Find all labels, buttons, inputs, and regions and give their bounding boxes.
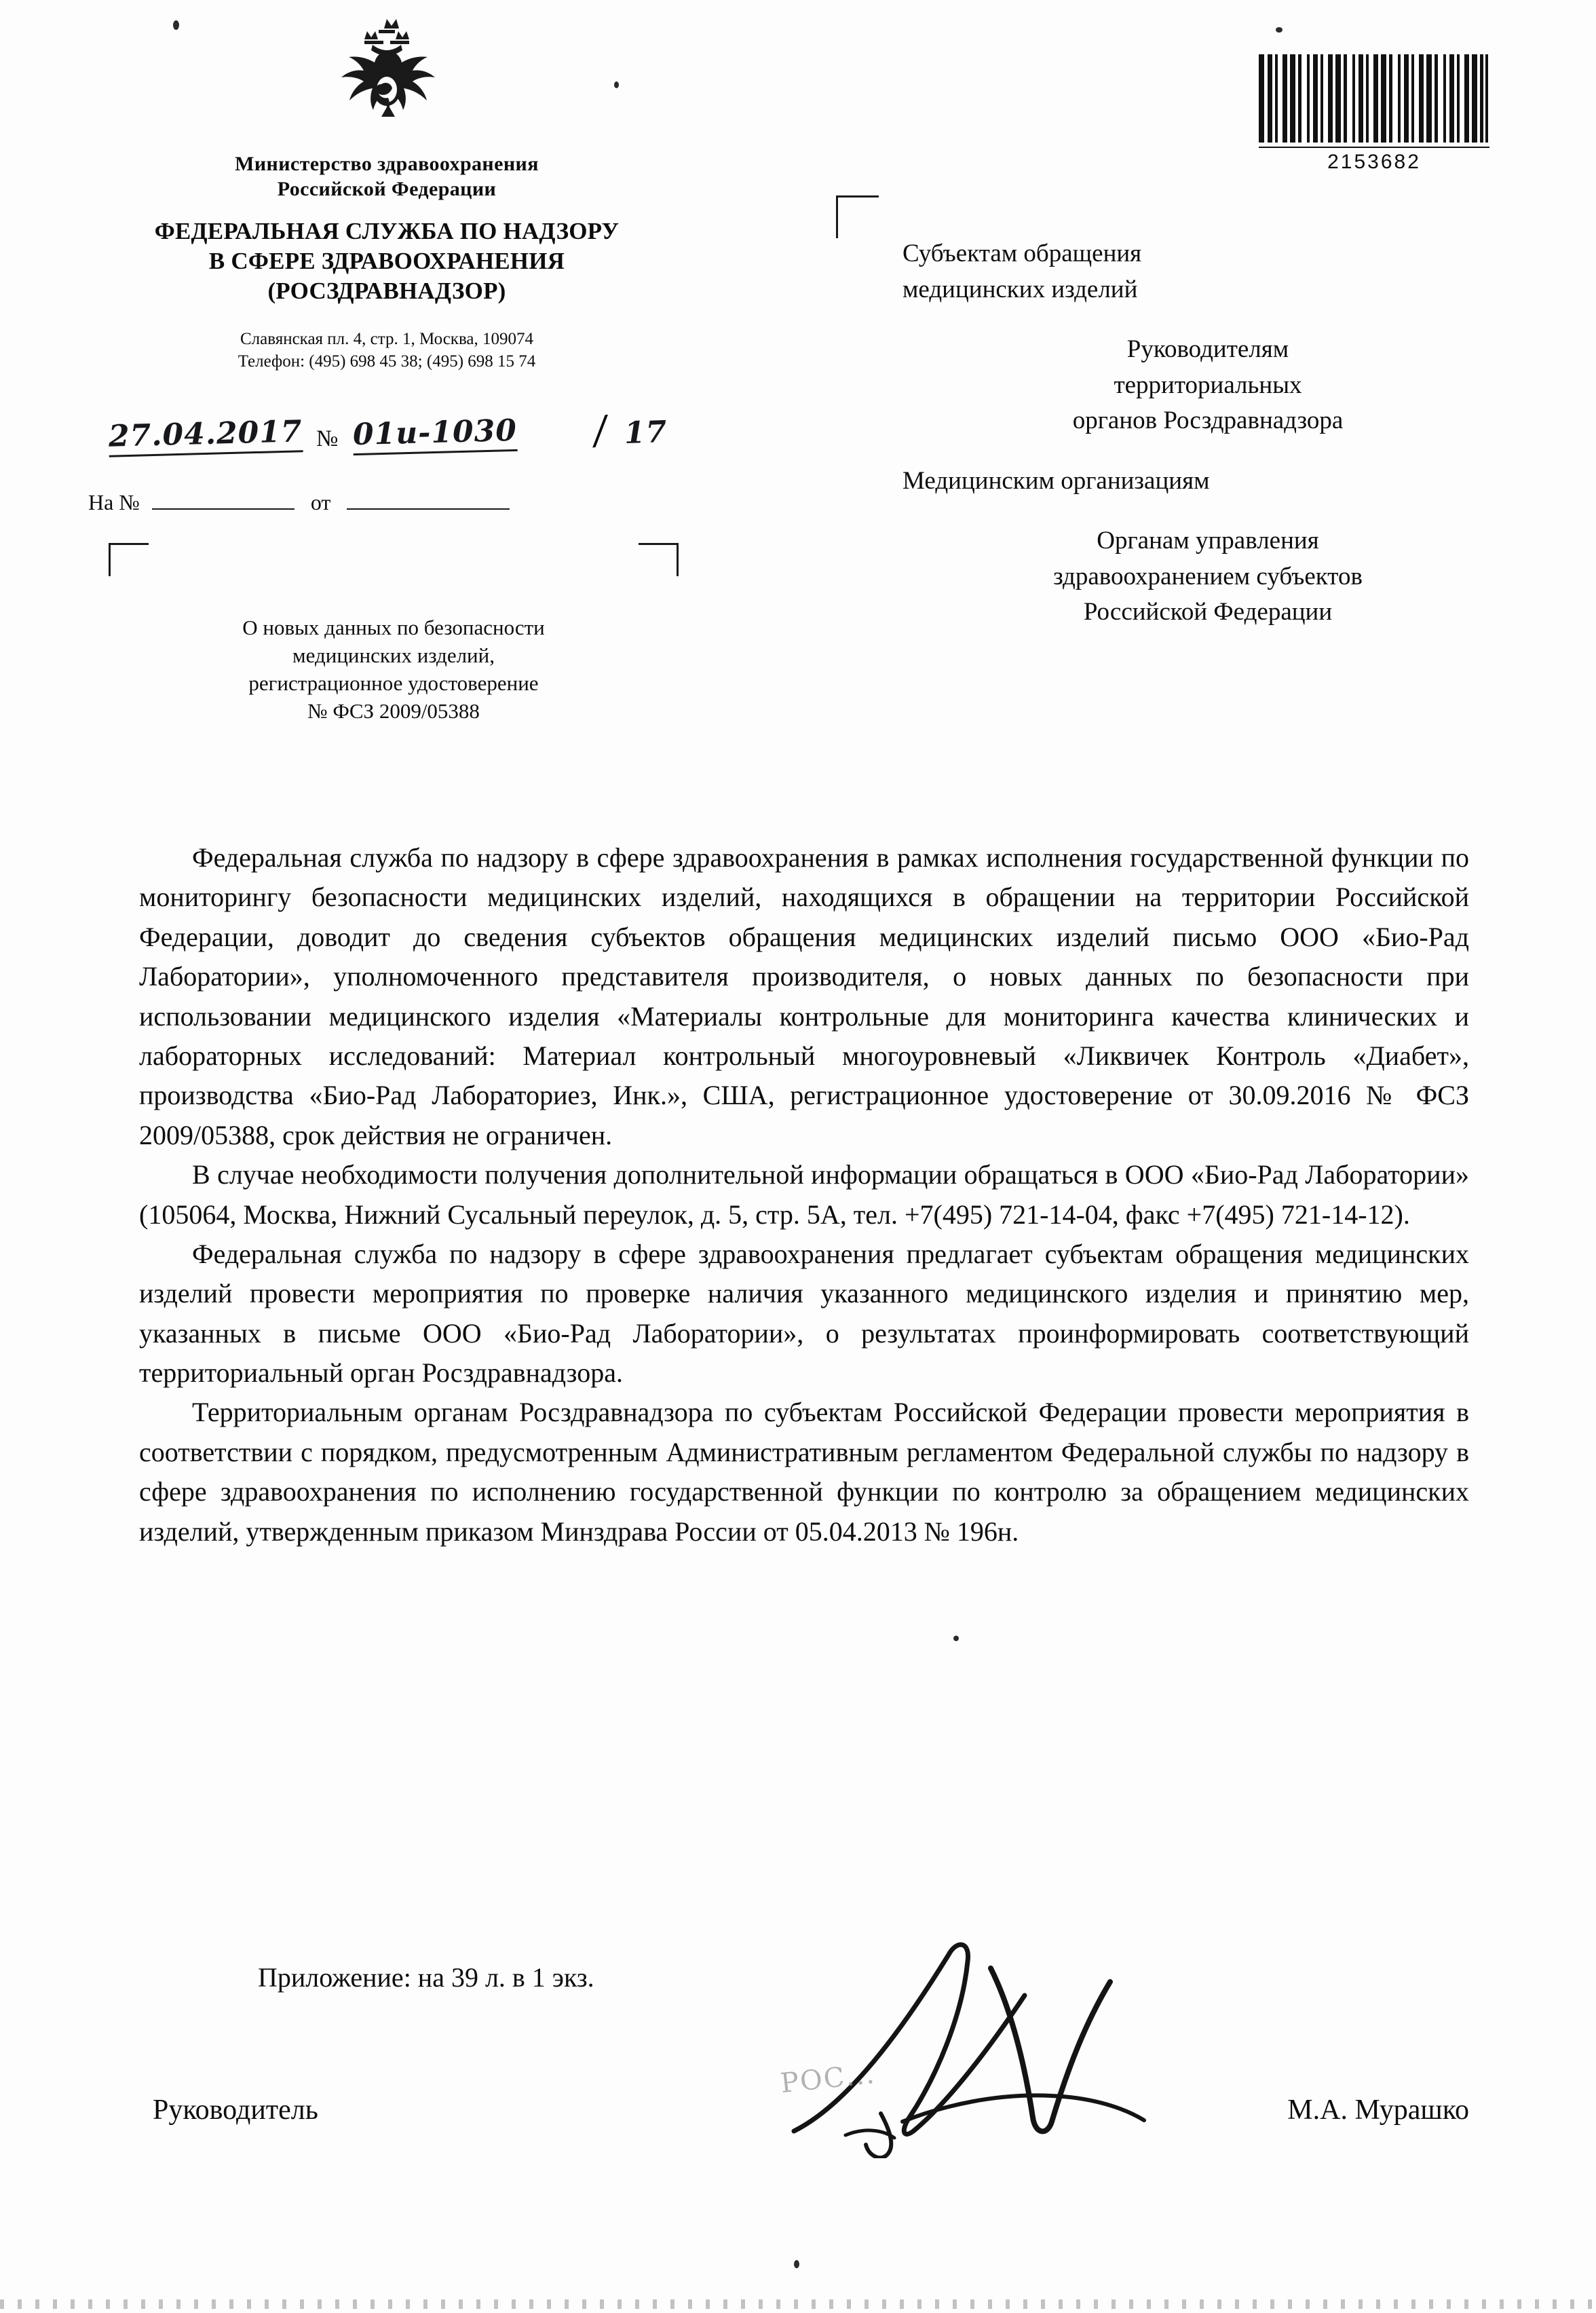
scan-edge-noise bbox=[0, 2299, 1596, 2309]
signer-role: Руководитель bbox=[153, 2094, 318, 2126]
body-paragraph-1: Федеральная служба по надзору в сфере здравоохранения в рамках исполнения государственной функции по мониторингу безопасности медицинских изделий, находящихся в обращении на территории Российской Федерации, доводит до сведения субъектов обращения медицинских изделий письмо ООО «Био-Рад Лаборатории», уполномоченного представителя производителя, о новых данных по безопасности при использовании медицинского изделия «Материалы контрольные для мониторинга качества клинических и лабораторных исследований: Материал контрольный многоуровневый «Ликвичек Контроль «Диабет», производства «Био-Рад Лабораториез, Инк.», США, регистрационное удостоверение от 30.09.2016 № ФСЗ 2009/05388, срок действия не ограничен. bbox=[139, 842, 1469, 1150]
body-paragraph-4: Территориальным органам Росздравнадзора по субъектам Российской Федерации провести мероприятия в соответствии с порядком, предусмотренным Административным регламентом Федеральной службы по надзору в сфере здравоохранения по исполнению государственной функции по контролю за обращением медицинских изделий, утвержденным приказом Минздрава России от 05.04.2013 № 196н. bbox=[139, 1397, 1469, 1547]
bracket-top-right bbox=[639, 543, 679, 576]
subject-line-2: медицинских изделий, bbox=[292, 643, 495, 667]
from-blank bbox=[347, 491, 510, 510]
signature-row bbox=[153, 2094, 1469, 2126]
registration-date: 27.04.2017 bbox=[108, 414, 303, 457]
addressee-2-line-3: органов Росздравнадзора bbox=[1072, 407, 1344, 435]
reply-to-blank bbox=[152, 491, 294, 510]
addressee-group-1 bbox=[902, 236, 1513, 307]
addressee-1-line-1: Субъектам обращения bbox=[902, 240, 1142, 267]
registration-slash: / bbox=[591, 408, 609, 453]
addressee-2-line-2: территориальных bbox=[1114, 371, 1302, 399]
body-paragraph-2: В случае необходимости получения дополнительной информации обращаться в ООО «Био-Рад Лаборатории» (105064, Москва, Нижний Сусальный переулок, д. 5, стр. 5А, тел. +7(495) 721-14-04, факс +7(495) 721-14-12). bbox=[139, 1159, 1469, 1230]
barcode-block bbox=[1259, 54, 1489, 174]
addressee-bracket bbox=[836, 195, 879, 238]
reply-to-label: На № bbox=[88, 490, 140, 514]
ministry-name bbox=[81, 152, 692, 202]
letter-body bbox=[139, 838, 1469, 1552]
agency-name bbox=[81, 217, 692, 305]
addressee-4-line-1: Органам управления bbox=[1097, 527, 1319, 555]
address-line-2: Телефон: (495) 698 45 38; (495) 698 15 74 bbox=[238, 352, 536, 371]
bracket-top-left bbox=[109, 543, 149, 576]
subject-block bbox=[109, 614, 679, 726]
addressee-block bbox=[902, 236, 1513, 655]
scan-speck bbox=[953, 1636, 959, 1641]
scan-speck bbox=[614, 81, 619, 88]
stamp-imprint: РОС... bbox=[778, 2058, 877, 2100]
number-symbol: № bbox=[316, 426, 339, 451]
signer-name: М.А. Мурашко bbox=[1287, 2094, 1469, 2126]
subject-bracket bbox=[109, 543, 679, 597]
agency-line-2: В СФЕРЕ ЗДРАВООХРАНЕНИЯ bbox=[208, 247, 565, 274]
addressee-3-line-1: Медицинским организациям bbox=[902, 466, 1210, 495]
addressee-4-line-2: здравоохранением субъектов bbox=[1053, 562, 1363, 590]
subject-line-3: регистрационное удостоверение bbox=[248, 671, 539, 695]
subject-line-1: О новых данных по безопасности bbox=[242, 616, 545, 639]
scan-speck bbox=[794, 2260, 799, 2268]
subject-line-4: № ФСЗ 2009/05388 bbox=[307, 698, 480, 723]
addressee-group-2 bbox=[902, 332, 1513, 439]
ministry-line-2: Российской Федерации bbox=[277, 177, 497, 200]
scan-speck bbox=[1276, 27, 1282, 33]
registration-number: 01и-1030 bbox=[352, 413, 517, 455]
addressee-1-line-2: медицинских изделий bbox=[902, 275, 1138, 303]
barcode-icon bbox=[1259, 54, 1488, 143]
barcode-number: 2153682 bbox=[1259, 147, 1489, 174]
ministry-line-1: Министерство здравоохранения bbox=[235, 153, 539, 175]
attachment-note: Приложение: на 39 л. в 1 экз. bbox=[258, 1962, 594, 1993]
agency-address bbox=[81, 328, 692, 373]
body-paragraph-3: Федеральная служба по надзору в сфере здравоохранения предлагает субъектам обращения медицинских изделий провести мероприятия по проверке наличия указанного медицинского изделия и принятию мер, указанных в письме ООО «Био-Рад Лаборатории», о результатах проинформировать соответствующий территориальный орган Росздравнадзора. bbox=[139, 1238, 1469, 1389]
reply-reference-line bbox=[88, 490, 685, 515]
agency-line-1: ФЕДЕРАЛЬНАЯ СЛУЖБА ПО НАДЗОРУ bbox=[154, 218, 620, 245]
addressee-group-3 bbox=[902, 464, 1513, 500]
russian-coat-of-arms-icon bbox=[302, 14, 472, 149]
scan-speck bbox=[173, 20, 179, 30]
agency-line-3: (РОСЗДРАВНАДЗОР) bbox=[267, 277, 506, 304]
registration-year-suffix: 17 bbox=[624, 414, 668, 451]
addressee-2-line-1: Руководителям bbox=[1126, 335, 1289, 364]
registration-line bbox=[88, 408, 685, 490]
from-label: от bbox=[310, 490, 331, 514]
address-line-1: Славянская пл. 4, стр. 1, Москва, 109074 bbox=[240, 330, 534, 349]
addressee-group-4 bbox=[902, 523, 1513, 631]
letterhead bbox=[81, 14, 692, 373]
addressee-4-line-3: Российской Федерации bbox=[1083, 598, 1333, 626]
